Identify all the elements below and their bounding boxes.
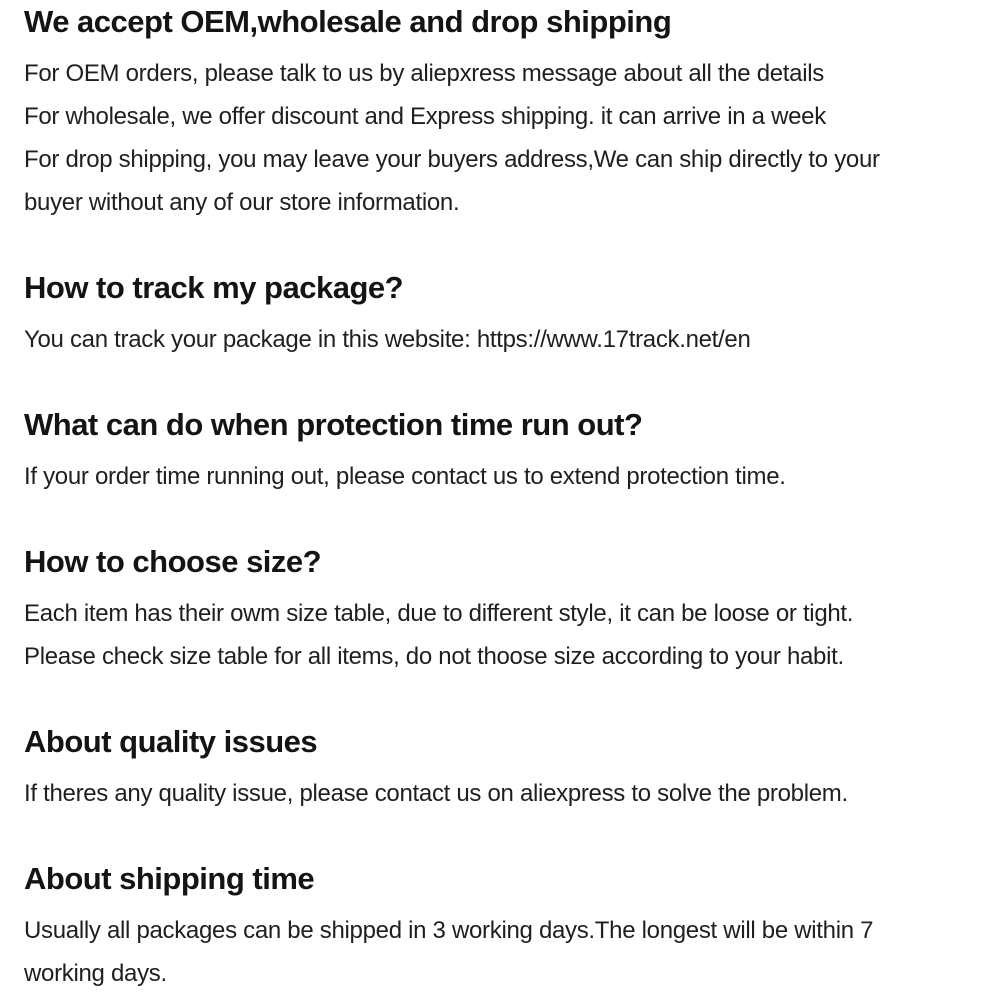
section-heading: About shipping time [24,861,315,896]
section-track-package [24,268,976,361]
body-line-with-tracking-url: You can track your package in this website: https://www.17track.net/en [24,326,751,353]
body-line: Please check size table for all items, do not thoose size according to your habit. [24,643,844,670]
section-heading: How to track my package? [24,270,404,305]
section-heading: We accept OEM,wholesale and drop shipping [24,4,672,39]
body-line: Usually all packages can be shipped in 3 working days.The longest will be within 7 [24,917,874,944]
body-line: For OEM orders, please talk to us by aliepxress message about all the details [24,60,824,87]
section-protection-time [24,405,976,498]
body-line: working days. [24,960,167,987]
body-line: For wholesale, we offer discount and Express shipping. it can arrive in a week [24,103,826,130]
section-choose-size [24,542,976,678]
section-oem-wholesale-dropshipping [24,2,976,224]
section-heading: What can do when protection time run out? [24,407,643,442]
section-heading: How to choose size? [24,544,322,579]
section-heading: About quality issues [24,724,318,759]
body-line: If theres any quality issue, please contact us on aliexpress to solve the problem. [24,780,848,807]
body-line: Each item has their owm size table, due to different style, it can be loose or tight. [24,600,854,627]
body-line: If your order time running out, please contact us to extend protection time. [24,463,786,490]
body-line: buyer without any of our store information. [24,189,460,216]
section-quality-issues [24,722,976,815]
section-shipping-time [24,859,976,995]
body-line: For drop shipping, you may leave your buyers address,We can ship directly to your [24,146,880,173]
